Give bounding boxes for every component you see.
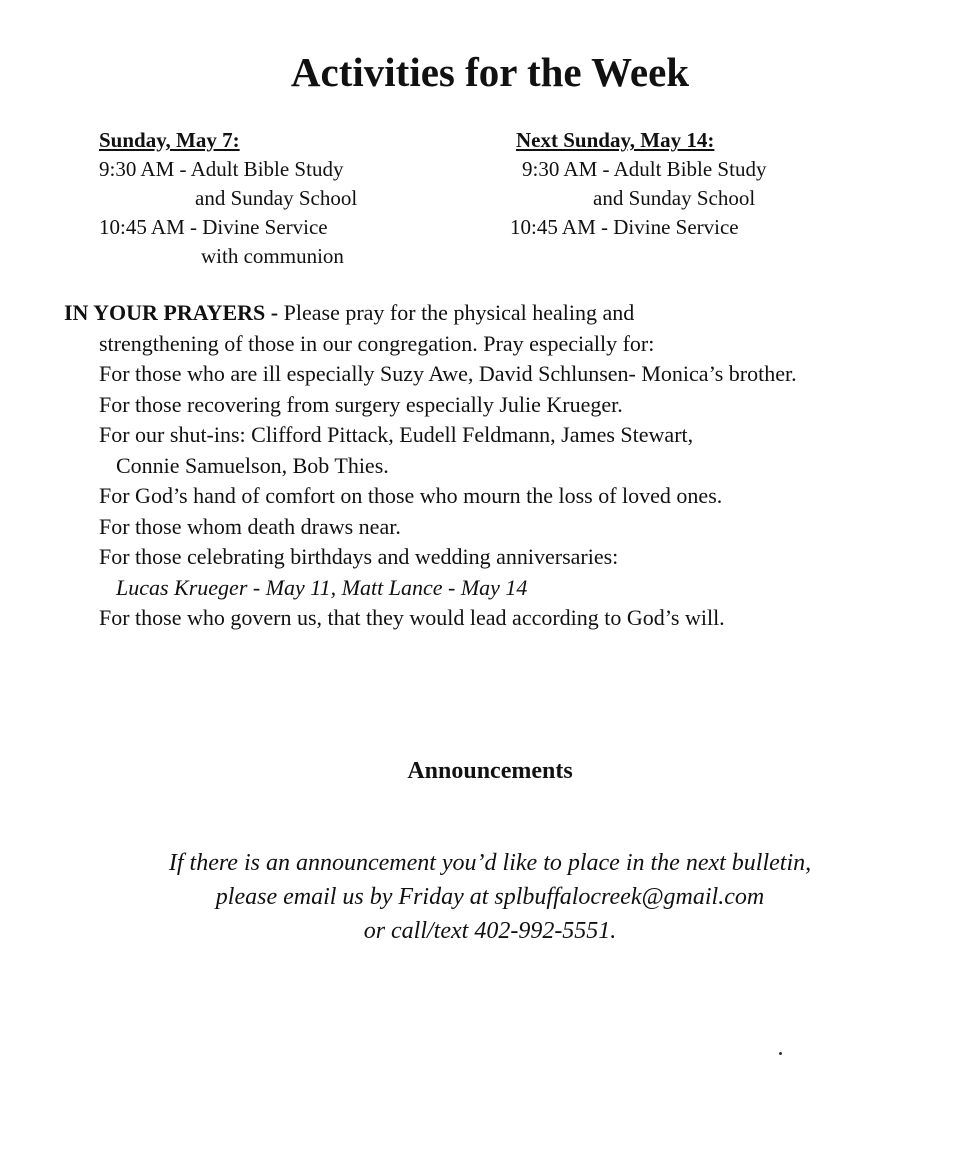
schedule-line: and Sunday School — [195, 186, 358, 210]
prayer-line: For those who are ill especially Suzy Awe, David Schlunsen- Monica’s brother. — [99, 361, 797, 386]
prayers-intro-line — [64, 298, 964, 329]
schedule-next-week-heading: Next Sunday, May 14: — [516, 128, 715, 152]
announcement-line: If there is an announcement you’d like to place in the next bulletin, — [168, 850, 812, 876]
prayers-intro: Please pray for the physical healing and — [278, 300, 635, 325]
announcements-body — [0, 846, 980, 948]
prayer-line: For those recovering from surgery especially Julie Krueger. — [99, 391, 623, 417]
schedule-next-week — [510, 126, 890, 242]
stray-mark — [779, 1052, 782, 1055]
announcements-title: Announcements — [407, 758, 573, 784]
prayer-line: For those celebrating birthdays and wedding anniversaries: — [99, 544, 619, 569]
prayer-line: strengthening of those in our congregation. Pray especially for: — [99, 330, 655, 356]
prayers-section — [64, 298, 964, 634]
prayer-line: For God’s hand of comfort on those who mourn the loss of loved ones. — [99, 483, 723, 508]
schedule-line: and Sunday School — [593, 186, 756, 210]
prayer-line: For those who govern us, that they would lead according to God’s will. — [99, 605, 725, 630]
announcement-line: or call/text 402-992-5551. — [363, 918, 617, 944]
schedule-line: 10:45 AM - Divine Service — [510, 215, 739, 239]
page-title: Activities for the Week — [290, 49, 690, 95]
schedule-line: 10:45 AM - Divine Service — [99, 215, 328, 239]
schedule-line: 9:30 AM - Adult Bible Study — [99, 157, 344, 181]
prayer-line: For those whom death draws near. — [99, 513, 401, 539]
prayer-line-birthdays: Lucas Krueger - May 11, Matt Lance - May 14 — [116, 574, 528, 600]
schedule-line: with communion — [201, 244, 344, 268]
prayer-line: For our shut-ins: Clifford Pittack, Eudell Feldmann, James Stewart, — [99, 422, 694, 447]
prayer-line: Connie Samuelson, Bob Thies. — [116, 452, 389, 478]
schedule-this-week — [99, 126, 479, 271]
prayers-lead: IN YOUR PRAYERS - — [64, 300, 279, 325]
schedule-this-week-heading: Sunday, May 7: — [99, 128, 240, 152]
schedule-line: 9:30 AM - Adult Bible Study — [522, 157, 767, 181]
announcement-line: please email us by Friday at splbuffalocreek@gmail.com — [215, 884, 765, 910]
